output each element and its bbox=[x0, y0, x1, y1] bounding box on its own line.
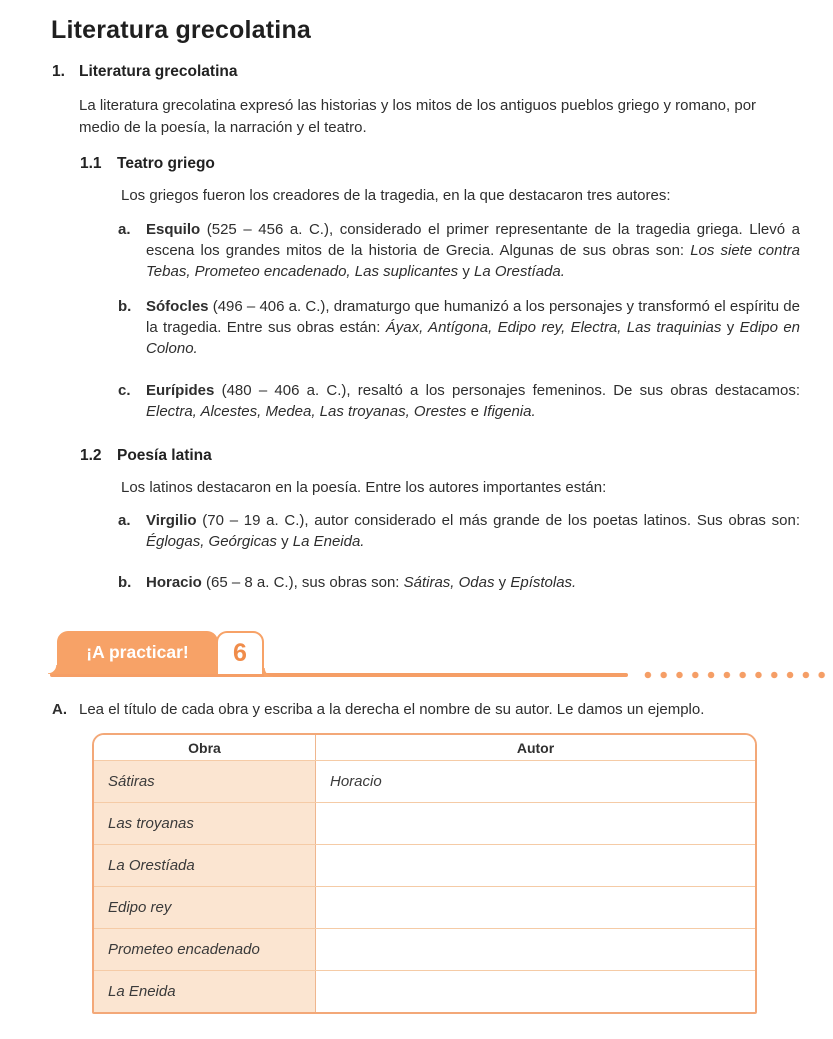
autor-cell bbox=[316, 845, 755, 886]
item-text: Horacio (65 – 8 a. C.), sus obras son: Sátiras, Odas y Epístolas. bbox=[146, 574, 577, 591]
item-letter: a. bbox=[118, 221, 131, 238]
obra-cell: Edipo rey bbox=[94, 887, 316, 928]
badge-fillet bbox=[48, 665, 57, 674]
item-text: Eurípides (480 – 406 a. C.), resaltó a los personajes femeninos. De sus obras destacamos: Electra, Alcestes, Medea, Las troyanas, Orestes e Ifigenia. bbox=[146, 382, 800, 420]
subsection-lead: Los griegos fueron los creadores de la tragedia, en la que destacaron tres autores: bbox=[121, 187, 671, 204]
exercise-instruction bbox=[52, 699, 800, 720]
item-letter: b. bbox=[118, 574, 132, 591]
autor-cell bbox=[316, 929, 755, 970]
list-item-euripides bbox=[118, 380, 800, 422]
item-text: Esquilo (525 – 456 a. C.), considerado el primer representante de la tragedia griega. Llevó a escena los grandes mitos de la historia de Grecia. Algunas de sus obras son: Los siete contra Tebas, Prometeo encadenado, Las suplicantes y La Orestíada. bbox=[146, 221, 800, 280]
subsection-lead: Los latinos destacaron en la poesía. Entre los autores importantes están: bbox=[121, 479, 607, 496]
practice-band bbox=[50, 631, 833, 677]
column-header-obra: Obra bbox=[94, 735, 316, 760]
subsection-number: 1.1 bbox=[80, 155, 102, 172]
obra-cell: Las troyanas bbox=[94, 803, 316, 844]
list-item-virgilio bbox=[118, 510, 800, 552]
practice-badge-label: ¡A practicar! bbox=[86, 642, 189, 662]
section-number: 1. bbox=[52, 63, 65, 80]
section-title: Literatura grecolatina bbox=[79, 63, 238, 80]
autor-cell: Horacio bbox=[330, 773, 382, 790]
autor-cell bbox=[316, 803, 755, 844]
item-letter: c. bbox=[118, 382, 131, 399]
list-item-esquilo bbox=[118, 219, 800, 282]
autor-cell bbox=[316, 971, 755, 1012]
document-page bbox=[0, 15, 833, 1039]
table-row bbox=[94, 886, 755, 928]
autor-cell bbox=[316, 887, 755, 928]
table-header-row bbox=[94, 735, 755, 760]
column-header-autor: Autor bbox=[316, 735, 755, 760]
obra-cell: Prometeo encadenado bbox=[94, 929, 316, 970]
subsection-heading-teatro-griego bbox=[80, 154, 833, 174]
item-letter: b. bbox=[118, 298, 132, 315]
subsection-title: Poesía latina bbox=[117, 447, 212, 464]
subsection-heading-poesia-latina bbox=[80, 446, 833, 466]
table-row bbox=[94, 970, 755, 1012]
section-intro-paragraph: La literatura grecolatina expresó las historias y los mitos de los antiguos pueblos griego y romano, por medio de la poesía, la narración y el teatro. bbox=[79, 97, 757, 136]
list-item-horacio bbox=[118, 572, 800, 593]
item-text: Virgilio (70 – 19 a. C.), autor considerado el más grande de los poetas latinos. Sus obras son: Églogas, Geórgicas y La Eneida. bbox=[146, 512, 800, 550]
table-row bbox=[94, 802, 755, 844]
table-row bbox=[94, 928, 755, 970]
page-title: Literatura grecolatina bbox=[51, 16, 312, 44]
practice-number: 6 bbox=[233, 639, 247, 667]
table-row bbox=[94, 760, 755, 802]
obra-autor-table bbox=[92, 733, 757, 1014]
subsection-title: Teatro griego bbox=[117, 155, 215, 172]
badge-fillet bbox=[264, 668, 273, 677]
exercise-letter: A. bbox=[52, 701, 67, 718]
obra-cell: Sátiras bbox=[94, 761, 316, 802]
item-text: Sófocles (496 – 406 a. C.), dramaturgo que humanizó a los personajes y transformó el espíritu de la tragedia. Entre sus obras están: Áyax, Antígona, Edipo rey, Electra, Las traquinias y Edipo en Colono. bbox=[146, 298, 801, 357]
obra-cell: La Eneida bbox=[94, 971, 316, 1012]
practice-badge bbox=[57, 631, 218, 674]
section-heading bbox=[52, 62, 833, 82]
dotted-line-decoration bbox=[640, 671, 831, 679]
obra-cell: La Orestíada bbox=[94, 845, 316, 886]
subsection-number: 1.2 bbox=[80, 447, 102, 464]
list-item-sofocles bbox=[118, 296, 800, 359]
table-row bbox=[94, 844, 755, 886]
item-letter: a. bbox=[118, 512, 131, 529]
practice-number-tab bbox=[216, 631, 264, 674]
exercise-text: Lea el título de cada obra y escriba a la derecha el nombre de su autor. Le damos un ejemplo. bbox=[79, 701, 705, 718]
